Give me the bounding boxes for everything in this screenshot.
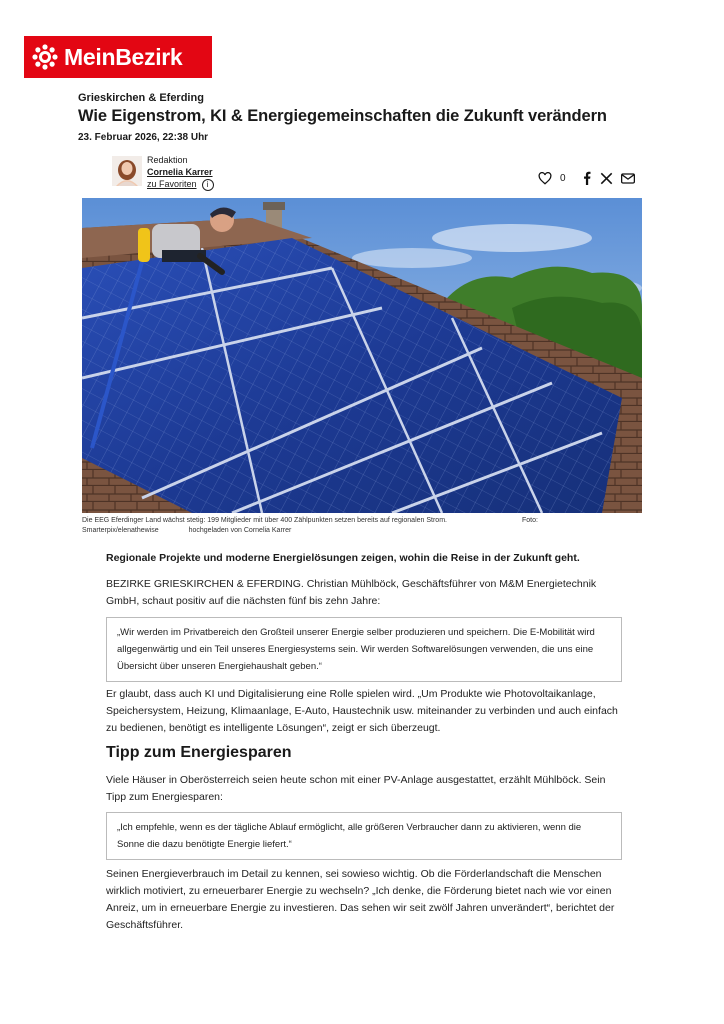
- article-lead: Regionale Projekte und moderne Energielösungen zeigen, wohin die Reise in der Zukunft geht.: [106, 552, 580, 564]
- paragraph-4: Seinen Energieverbrauch im Detail zu kennen, sei sowieso wichtig. Ob die Förderlandschaft die Menschen wirklich motiviert, zu erneuerbarer Energie zu wechseln? „Ich denke, die Förderung bietet nach wie vor einen Anreiz, um in erneuerbare Energie zu investieren. Das sehen wir seit zwölf Jahren unverändert“, berichtet der Geschäftsführer.: [106, 868, 615, 931]
- author-block: [147, 154, 214, 191]
- caption-text: Die EEG Eferdinger Land wächst stetig: 199 Mitglieder mit über 400 Zählpunkten setzen bereits auf regionalen Strom.: [82, 517, 447, 524]
- heart-icon[interactable]: [538, 172, 552, 185]
- article-photo[interactable]: [82, 198, 642, 513]
- info-icon[interactable]: i: [202, 179, 214, 191]
- add-favorite-link[interactable]: zu Favoriten: [147, 179, 197, 189]
- author-avatar[interactable]: [112, 156, 142, 186]
- facebook-icon[interactable]: [582, 171, 592, 185]
- photo-caption: [82, 516, 552, 536]
- author-role: Redaktion: [147, 155, 188, 165]
- paragraph-2: Er glaubt, dass auch KI und Digitalisierung eine Rolle spielen wird. „Um Produkte wie Photovoltaikanlage, Speichersystem, Heizung, Klimaanlage, E-Auto, Haustechnik usw. miteinander zu verbinden und auch einfach zu bedienen, benötigt es intelligente Lösungen“, zeigt er sich überzeugt.: [106, 688, 618, 734]
- article-actions: [538, 171, 635, 185]
- author-name[interactable]: Cornelia Karrer: [147, 167, 213, 177]
- paragraph-3: Viele Häuser in Oberösterreich seien heute schon mit einer PV-Anlage ausgestattet, erzählt Mühlböck. Sein Tipp zum Energiesparen:: [106, 774, 606, 803]
- sun-logo-icon: [32, 44, 58, 70]
- uploaded-by: hochgeladen von Cornelia Karrer: [188, 527, 292, 534]
- photo-label: Foto:: [522, 517, 538, 524]
- section-heading: Tipp zum Energiesparen: [106, 744, 292, 761]
- article-date: 23. Februar 2026, 22:38 Uhr: [78, 132, 209, 143]
- article-title: Wie Eigenstrom, KI & Energiegemeinschaften die Zukunft verändern: [78, 107, 607, 125]
- site-logo[interactable]: [24, 36, 212, 78]
- logo-wordmark: MeinBezirk: [64, 43, 183, 70]
- region-label[interactable]: Grieskirchen & Eferding: [78, 92, 204, 104]
- x-share-icon[interactable]: [600, 172, 613, 185]
- paragraph-1: BEZIRKE GRIESKIRCHEN & EFERDING. Christian Mühlböck, Geschäftsführer von M&M Energietechnik GmbH, schaut positiv auf die nächsten fünf bis zehn Jahre:: [106, 578, 597, 607]
- mail-icon[interactable]: [621, 173, 635, 184]
- quote-box-2: „Ich empfehle, wenn es der tägliche Ablauf ermöglicht, alle größeren Verbraucher dann zu aktivieren, wenn die Sonne die dazu benötigte Energie liefert.“: [106, 812, 622, 860]
- photo-credit: Smarterpix/elenathewise: [82, 527, 159, 534]
- quote-box-1: „Wir werden im Privatbereich den Großteil unserer Energie selber produzieren und speichern. Die E-Mobilität wird allgegenwärtig und ein Teil unseres Energiesystems sein. Wir werden Softwarelösungen verwenden, die uns eine Übersicht über unseren Energiehaushalt geben.“: [106, 617, 622, 682]
- like-count: 0: [560, 172, 566, 184]
